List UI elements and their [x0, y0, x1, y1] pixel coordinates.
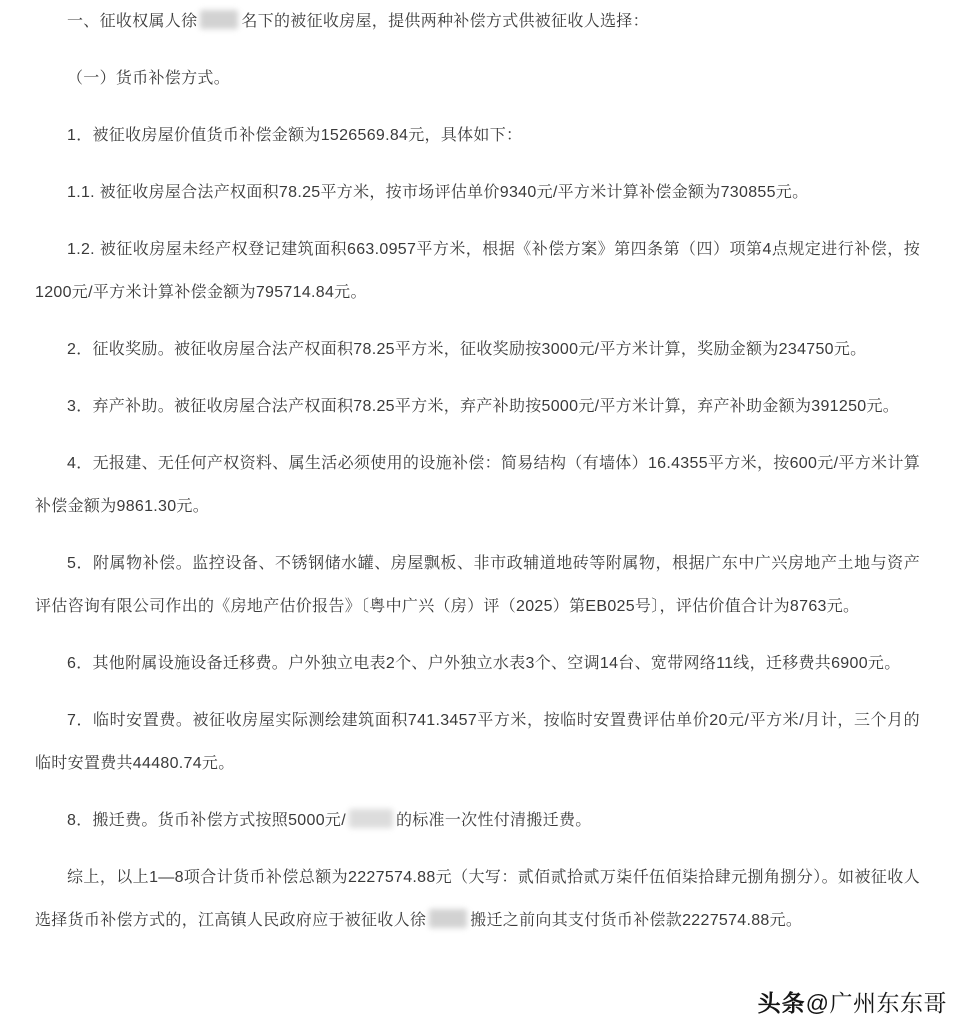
paragraph-7	[35, 385, 920, 428]
paragraph-text: 7．临时安置费。被征收房屋实际测绘建筑面积741.3457平方米，按临时安置费评估单价20元/平方米/月计，三个月的临时安置费共44480.74元。	[35, 712, 920, 772]
paragraph-text: 1.1. 被征收房屋合法产权面积78.25平方米，按市场评估单价9340元/平方米计算补偿金额为730855元。	[67, 184, 809, 201]
paragraph-12	[35, 799, 920, 842]
redacted-text	[349, 809, 393, 828]
paragraph-2	[35, 57, 920, 100]
paragraph-text: 名下的被征收房屋，提供两种补偿方式供被征收人选择：	[241, 13, 649, 30]
watermark	[758, 985, 947, 1018]
paragraph-text: 8．搬迁费。货币补偿方式按照5000元/	[67, 812, 346, 829]
paragraph-9	[35, 542, 920, 628]
paragraph-text: 4．无报建、无任何产权资料、属生活必须使用的设施补偿：简易结构（有墙体）16.4355平方米，按600元/平方米计算补偿金额为9861.30元。	[35, 455, 920, 515]
paragraph-text: 5．附属物补偿。监控设备、不锈钢储水罐、房屋飘板、非市政辅道地砖等附属物，根据广东中广兴房地产土地与资产评估咨询有限公司作出的《房地产估价报告》〔粤中广兴（房）评（2025）第EB025号〕，评估价值合计为8763元。	[35, 555, 920, 615]
paragraph-text: 搬迁之前向其支付货币补偿款2227574.88元。	[470, 912, 803, 929]
paragraph-text: 6．其他附属设施设备迁移费。户外独立电表2个、户外独立水表3个、空调14台、宽带网络11线，迁移费共6900元。	[67, 655, 901, 672]
watermark-handle: @广州东东哥	[805, 990, 947, 1016]
paragraph-8	[35, 442, 920, 528]
paragraph-10	[35, 642, 920, 685]
paragraph-text: 2．征收奖励。被征收房屋合法产权面积78.25平方米，征收奖励按3000元/平方米计算，奖励金额为234750元。	[67, 341, 867, 358]
paragraph-text: （一）货币补偿方式。	[67, 70, 231, 87]
paragraph-text: 1.2. 被征收房屋未经产权登记建筑面积663.0957平方米，根据《补偿方案》第四条第（四）项第4点规定进行补偿，按1200元/平方米计算补偿金额为795714.84元。	[35, 241, 920, 301]
paragraph-4	[35, 171, 920, 214]
toutiao-logo-icon: 头条	[757, 990, 806, 1016]
redacted-name	[429, 909, 467, 928]
paragraph-11	[35, 699, 920, 785]
paragraph-text: 3．弃产补助。被征收房屋合法产权面积78.25平方米，弃产补助按5000元/平方米计算，弃产补助金额为391250元。	[67, 398, 900, 415]
paragraph-1	[35, 0, 920, 43]
paragraph-13	[35, 856, 920, 942]
paragraph-text: 综上，以上1—8项合计货币补偿总额为2227574.88元（大写：贰佰贰拾贰万柒仟伍佰柒拾肆元捌角捌分）。如被征收人选择货币补偿方式的，江高镇人民政府应于被征收人徐	[35, 869, 920, 929]
paragraph-text: 1．被征收房屋价值货币补偿金额为1526569.84元，具体如下：	[67, 127, 523, 144]
paragraph-text: 的标准一次性付清搬迁费。	[395, 812, 592, 829]
paragraph-5	[35, 228, 920, 314]
redacted-name	[200, 10, 238, 29]
paragraph-3	[35, 114, 920, 157]
paragraph-text: 一、征收权属人徐	[67, 13, 198, 30]
paragraph-6	[35, 328, 920, 371]
